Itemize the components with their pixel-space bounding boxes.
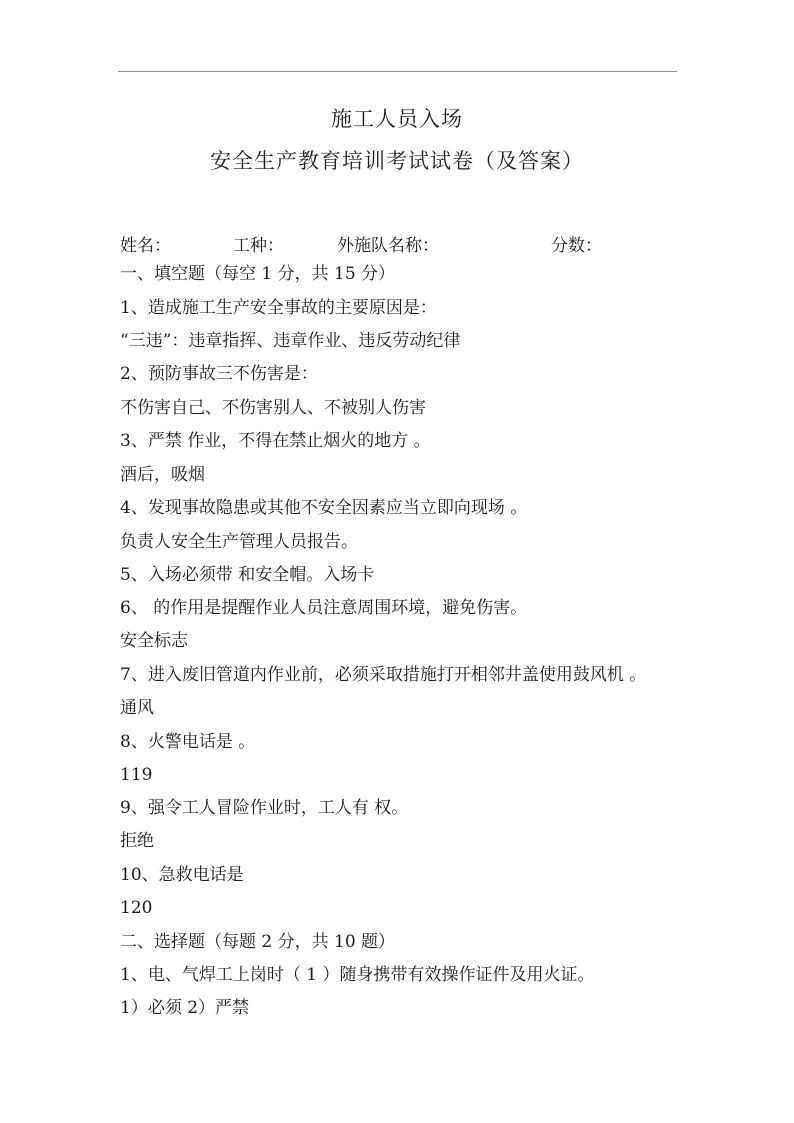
question-1: 1、造成施工生产安全事故的主要原因是： xyxy=(120,298,437,318)
section-heading-multiple-choice: 二、选择题（每题 2 分，共 10 题） xyxy=(120,932,396,952)
question-8: 8、火警电话是 。 xyxy=(120,732,256,752)
name-label: 姓名： xyxy=(120,236,171,256)
question-5: 5、入场必须带 和安全帽。入场卡 xyxy=(120,565,375,585)
answer-4: 负责人安全生产管理人员报告。 xyxy=(120,532,358,552)
question-4: 4、发现事故隐患或其他不安全因素应当立即向现场 。 xyxy=(120,498,528,518)
question-6: 6、 的作用是提醒作业人员注意周围环境，避免伤害。 xyxy=(120,598,528,618)
trade-label: 工种： xyxy=(233,236,284,256)
answer-6: 安全标志 xyxy=(120,631,188,651)
top-rule xyxy=(118,71,677,72)
question-7: 7、进入废旧管道内作业前，必须采取措施打开相邻井盖使用鼓风机 。 xyxy=(120,665,647,685)
answer-2: 不伤害自己、不伤害别人、不被别人伤害 xyxy=(120,398,426,418)
score-label: 分数： xyxy=(551,236,602,256)
answer-7: 通风 xyxy=(120,698,154,718)
document-title-line1: 施工人员入场 xyxy=(331,107,463,131)
question-9: 9、强令工人冒险作业时，工人有 权。 xyxy=(120,798,409,818)
choice-question-1: 1、电、气焊工上岗时（ 1 ）随身携带有效操作证件及用火证。 xyxy=(120,965,595,985)
answer-1: “三违”：违章指挥、违章作业、违反劳动纪律 xyxy=(120,331,461,351)
choice-options-1: 1）必须 2）严禁 xyxy=(120,998,250,1018)
section-heading-fill-blanks: 一、填空题（每空 1 分，共 15 分） xyxy=(120,264,396,284)
answer-9: 拒绝 xyxy=(120,831,154,851)
question-3: 3、严禁 作业，不得在禁止烟火的地方 。 xyxy=(120,431,431,451)
document-title-line2: 安全生产教育培训考试试卷（及答案） xyxy=(210,149,584,173)
question-10: 10、急救电话是 xyxy=(120,865,244,885)
question-2: 2、预防事故三不伤害是： xyxy=(120,364,318,384)
answer-10: 120 xyxy=(120,898,153,918)
answer-8: 119 xyxy=(120,765,153,785)
answer-3: 酒后，吸烟 xyxy=(120,465,205,485)
team-name-label: 外施队名称： xyxy=(337,236,439,256)
exam-header-fields xyxy=(0,231,794,255)
